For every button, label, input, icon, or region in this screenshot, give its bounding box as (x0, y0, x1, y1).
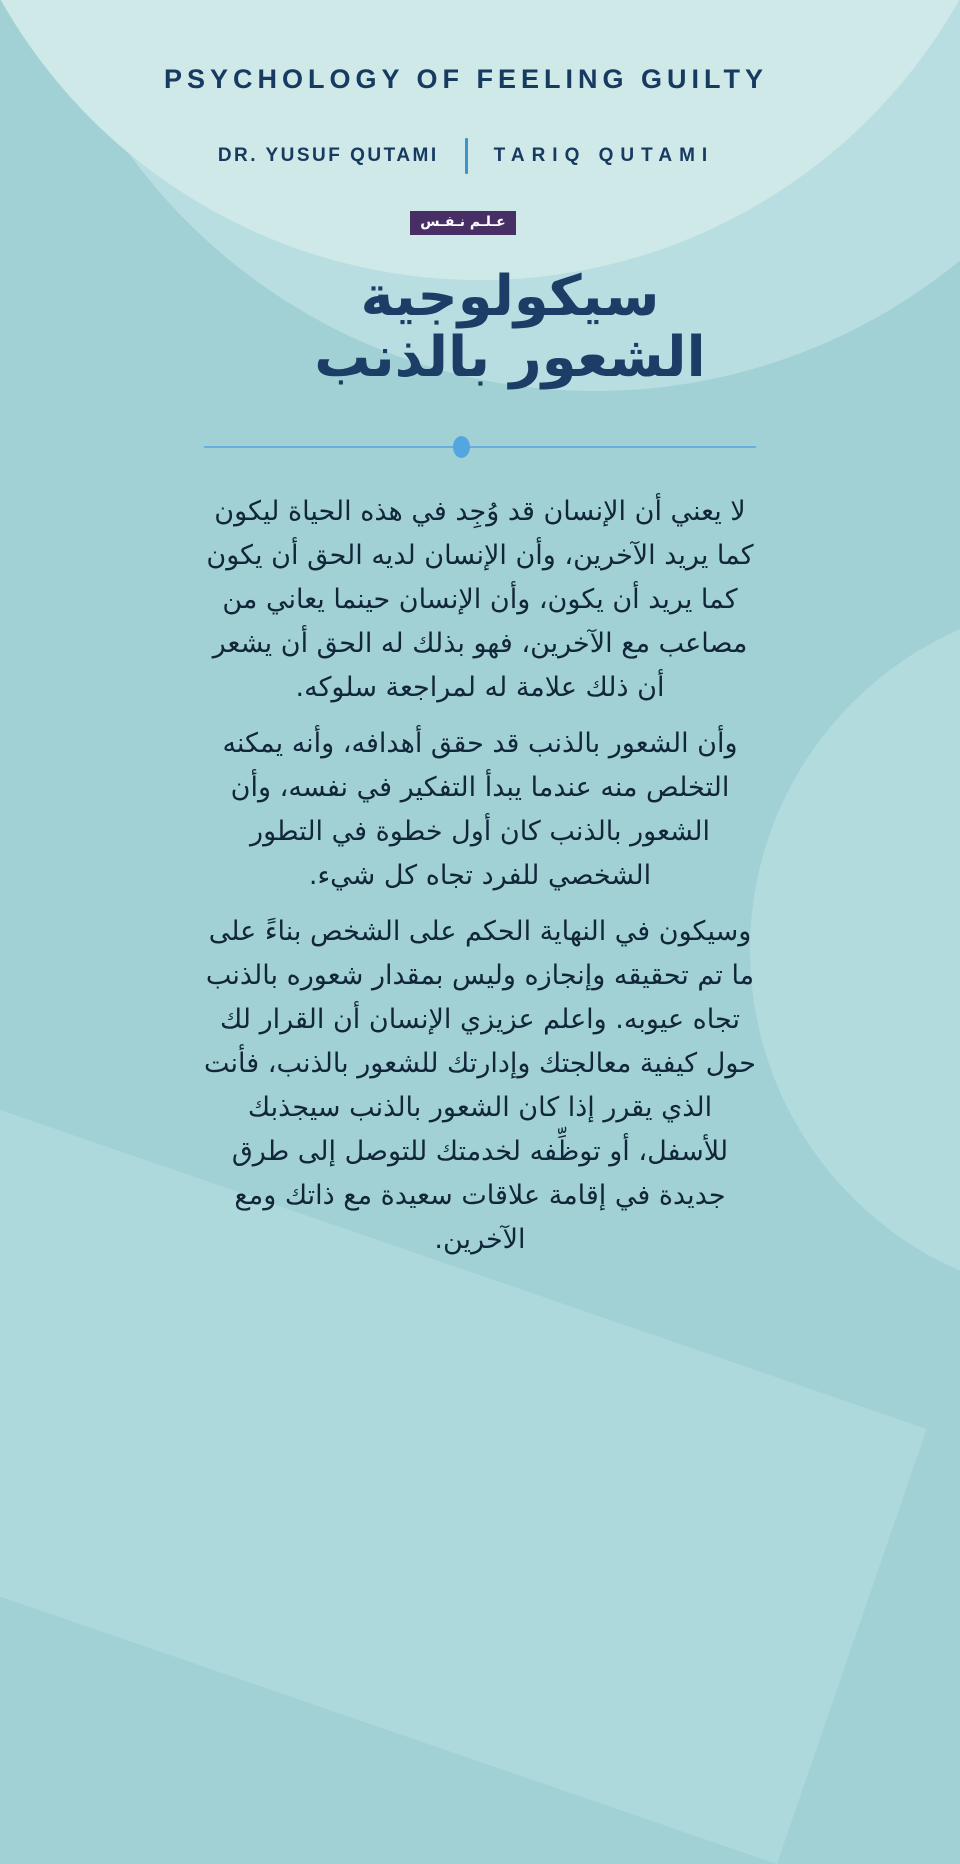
category-badge: عـلـم نـفـس (410, 211, 515, 235)
paragraph-3: وسيكون في النهاية الحكم على الشخص بناءً على ما تم تحقيقه وإنجازه وليس بمقدار شعوره بالذنب تجاه عيوبه. واعلم عزيزي الإنسان أن القرار لك حول كيفية معالجتك وإدارتك للشعور بالذنب، فأنت الذي يقرر إذا كان الشعور بالذنب سيجذبك للأسفل، أو توظِّفه لخدمتك للتوصل إلى طرق جديدة في إقامة علاقات سعيدة مع ذاتك ومع الآخرين. (204, 916, 756, 1255)
divider-dot (453, 436, 470, 458)
section-divider (204, 436, 756, 458)
author-right: TARIQ QUTAMI (493, 145, 715, 166)
arabic-book-title (60, 266, 960, 388)
page-title: PSYCHOLOGY OF FEELING GUILTY (163, 64, 769, 94)
divider-line (204, 446, 756, 448)
authors-row (0, 136, 932, 176)
arabic-title-line2: الشعور بالذنب (314, 325, 706, 390)
arabic-title-line1: سيكولوجية (360, 264, 660, 329)
author-divider-bar (465, 138, 468, 174)
paragraph-2: وأن الشعور بالذنب قد حقق أهدافه، وأنه يمكنه التخلص منه عندما يبدأ التفكير في نفسه، وأن الشعور بالذنب كان أول خطوة في التطور الشخصي للفرد تجاه كل شيء. (222, 728, 738, 891)
category-badge-wrap (0, 211, 926, 235)
body-text (200, 490, 760, 1274)
author-left: DR. YUSUF QUTAMI (217, 145, 439, 166)
paragraph-1: لا يعني أن الإنسان قد وُجِد في هذه الحياة ليكون كما يريد الآخرين، وأن الإنسان لديه الحق أن يكون كما يريد أن يكون، وأن الإنسان حينما يعاني من مصاعب مع الآخرين، فهو بذلك له الحق أن يشعر أن ذلك علامة له لمراجعة سلوكه. (206, 496, 754, 703)
background-circle-bottom-right (750, 600, 960, 1300)
